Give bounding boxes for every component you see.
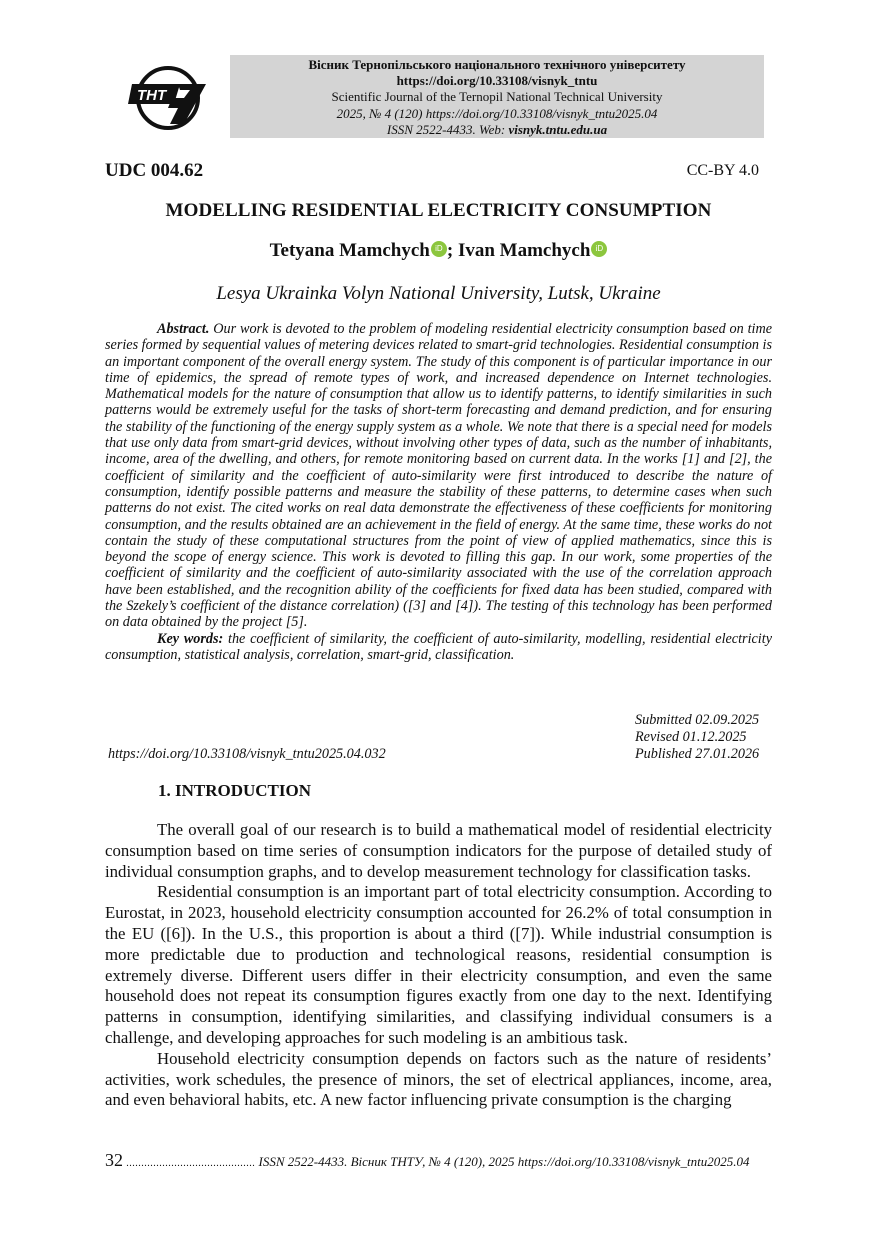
- body-paragraph: The overall goal of our research is to build a mathematical model of residential electricity consumption based on time series of consumption indicators for the purpose of detailed study of individual consumption graphs, and to develop measurement technology for classification tasks.: [105, 820, 772, 881]
- affiliation: Lesya Ukrainka Volyn National University, Lutsk, Ukraine: [216, 283, 661, 304]
- abstract-text: Our work is devoted to the problem of modeling residential electricity consumption based on time series formed by sequential values of metering devices related to smart-grid technologies. Residential consumption is an important component of the overall energy system. The study of this component is of particular importance in our time of epidemics, the spread of remote types of work, and increased dependence on Internet technologies. Mathematical models for the nature of consumption that allow us to identify patterns, to identify similarities in such patterns would be extremely useful for the tasks of short-term forecasting and demand prediction, and for ensuring the stability of the functioning of the energy supply system as a whole. We note that there is a special need for models that use only data from smart-grid devices, without involving other types of data, such as the number of inhabitants, income, area of the dwelling, and others, for remote monitoring based on current data. In the works [1] and [2], the coefficient of similarity and the coefficient of auto-similarity were first introduced to describe the nature of consumption, identify possible patterns and measure the stability of these patterns, to determine cases when such patterns do not exist. The cited works on real data demonstrate the effectiveness of these coefficients for monitoring consumption, and the results obtained are an achievement in the field of energy. At the same time, these works do not contain the study of these computational structures from the point of view of applied mathematics, since this is beyond the scope of energy science. This work is devoted to filling this gap. In our work, some properties of the coefficient of similarity and the coefficient of auto-similarity associated with the use of the correlation approach have been established, and the recognition ability of the coefficients for fixed data has been studied, compared with the Szekely’s coefficient of the distance correlation) ([3] and [4]). The testing of this technology has been performed on data obtained by the project [5].: [105, 321, 772, 631]
- footer-leader-dots: ...........................................: [126, 1158, 256, 1169]
- tntu-logo: [128, 62, 208, 132]
- tntu-logo-icon: [128, 62, 208, 132]
- udc-code: UDC 004.62: [105, 160, 204, 181]
- journal-title-ukrainian: Вісник Тернопільського національного технічного університету: [308, 57, 686, 72]
- article-doi-link[interactable]: https://doi.org/10.33108/visnyk_tntu2025.04.032: [108, 746, 386, 762]
- license-label: CC-BY 4.0: [686, 162, 759, 179]
- footer-journal-info: ISSN 2522-4433. Вісник ТНТУ, № 4 (120), 2025 https://doi.org/10.33108/visnyk_tntu2025.04: [258, 1154, 750, 1169]
- svg-text:THT: THT: [137, 87, 167, 104]
- publication-dates: [635, 712, 759, 763]
- submitted-date: Submitted 02.09.2025: [635, 712, 760, 728]
- page-number: 32: [105, 1150, 123, 1170]
- body-paragraph: Household electricity consumption depends on factors such as the nature of residents’ activities, work schedules, the presence of minors, the set of electrical appliances, income, area, and even behavioral habits, etc. A new factor influencing private consumption is the charging: [105, 1048, 772, 1110]
- issn-text: ISSN 2522-4433. Web:: [386, 121, 509, 137]
- journal-title-english: Scientific Journal of the Ternopil National Technical University: [331, 89, 663, 105]
- section-heading: 1. INTRODUCTION: [158, 781, 312, 800]
- journal-header-box: [230, 55, 764, 138]
- journal-issn-web: [230, 122, 764, 138]
- paper-title: MODELLING RESIDENTIAL ELECTRICITY CONSUMPTION: [165, 200, 712, 221]
- author-name: Ivan Mamchych: [457, 240, 591, 261]
- author-separator: ;: [446, 240, 458, 261]
- body-paragraph: Residential consumption is an important part of total electricity consumption. According to Eurostat, in 2023, household electricity consumption accounted for 26.2% of total consumption in the EU ([6]). In the U.S., this proportion is about a third ([7]). While industrial consumption is more predictable due to production and technological reasons, residential consumption is extremely diverse. Different users differ in their electricity consumption, and even the same household does not repeat its consumption figures exactly from one day to the next. Identifying patterns in consumption, identifying similarities, and classifying individual consumers is a challenge, and developing approaches for such modeling is an ambitious task.: [105, 882, 772, 1047]
- orcid-icon[interactable]: iD: [431, 241, 447, 257]
- journal-website-link[interactable]: visnyk.tntu.edu.ua: [508, 121, 608, 137]
- keywords-label: Key words:: [157, 630, 224, 647]
- keywords-paragraph: [105, 631, 772, 664]
- introduction-body: [105, 820, 772, 1111]
- abstract-paragraph: [105, 321, 772, 631]
- abstract-label: Abstract.: [157, 321, 210, 337]
- journal-doi-link[interactable]: https://doi.org/10.33108/visnyk_tntu: [396, 73, 598, 89]
- revised-date: Revised 01.12.2025: [635, 729, 747, 745]
- author-list: [0, 240, 877, 262]
- keywords-text: the coefficient of similarity, the coefficient of auto-similarity, modelling, residential electricity consumption, statistical analysis, correlation, smart-grid, classification.: [105, 630, 772, 663]
- abstract-section: [105, 321, 772, 663]
- published-date: Published 27.01.2026: [635, 746, 760, 762]
- author-name: Tetyana Mamchych: [269, 240, 430, 261]
- orcid-icon[interactable]: iD: [591, 241, 607, 257]
- page-footer: [105, 1150, 775, 1171]
- journal-issue: 2025, № 4 (120) https://doi.org/10.33108/visnyk_tntu2025.04: [336, 105, 658, 121]
